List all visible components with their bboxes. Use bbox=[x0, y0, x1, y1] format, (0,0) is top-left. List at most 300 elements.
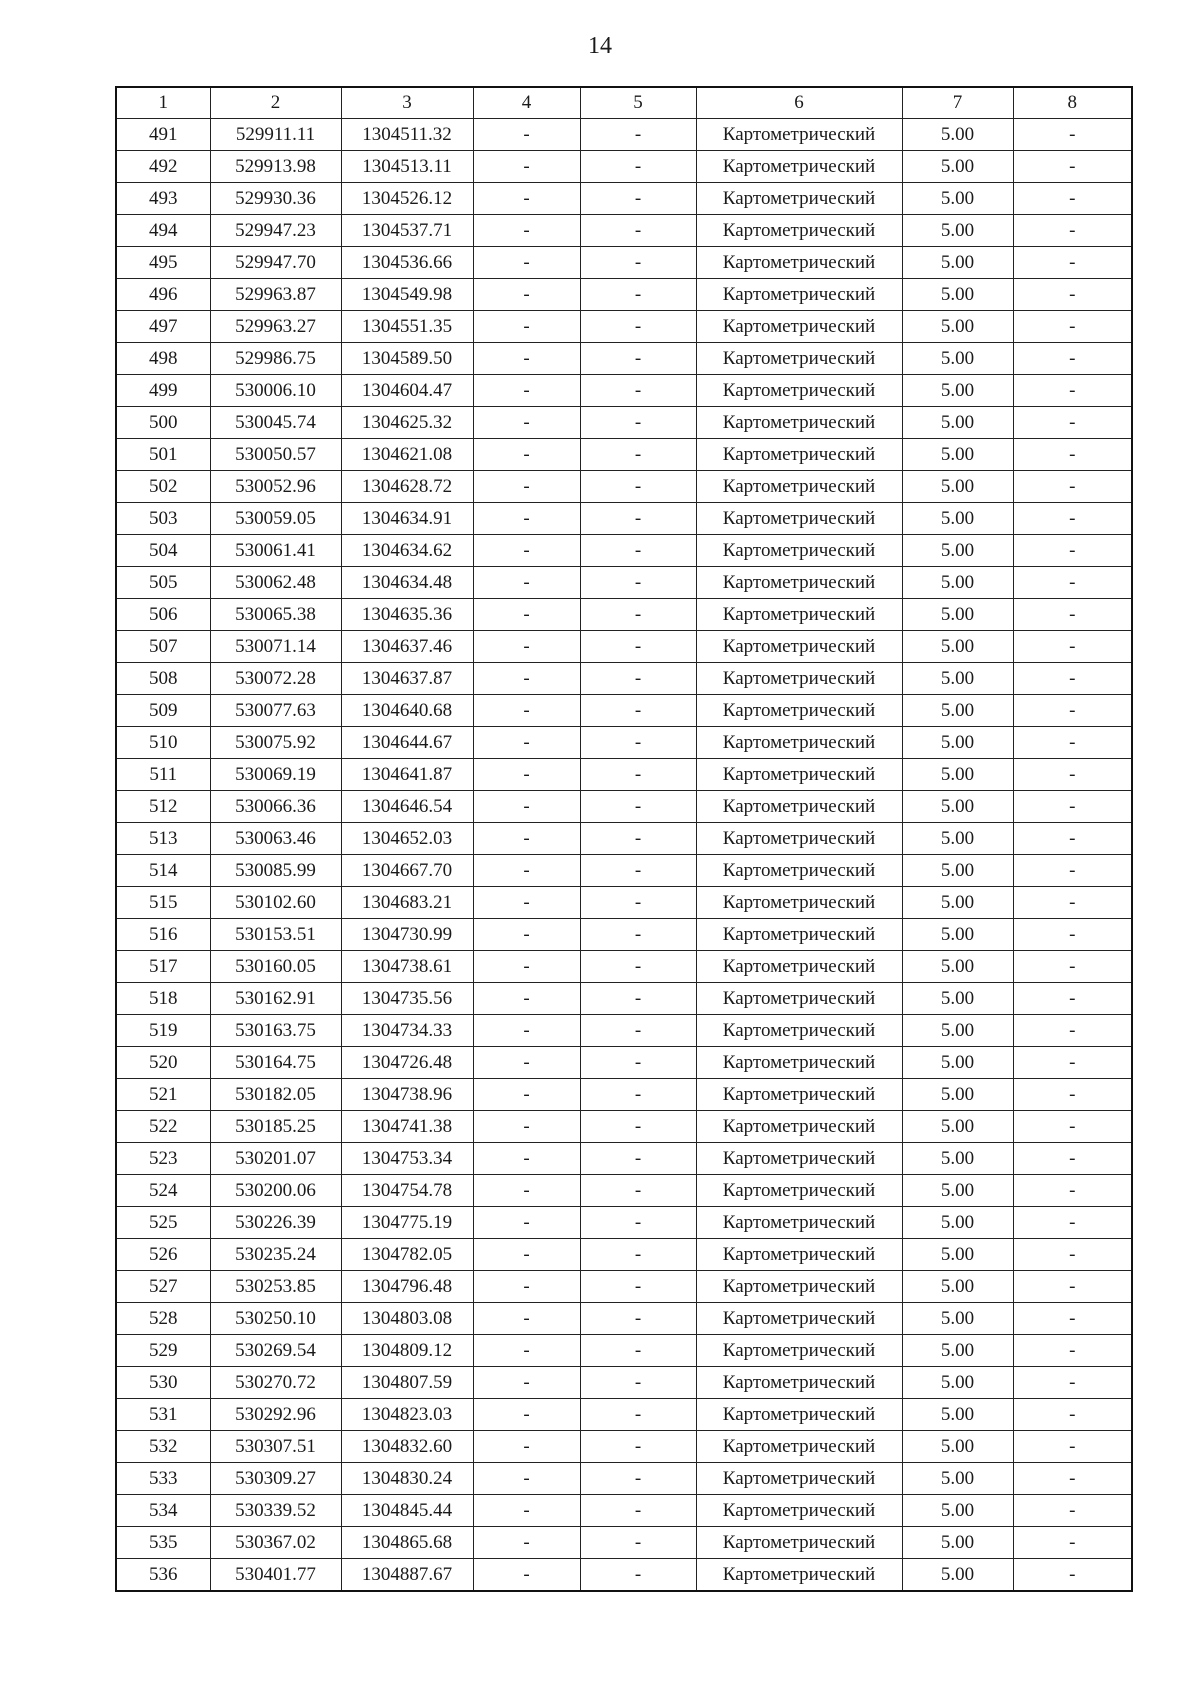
column-4-cell: - bbox=[473, 439, 580, 471]
column-4-cell: - bbox=[473, 1399, 580, 1431]
table-row bbox=[116, 215, 1132, 247]
column-header-2: 2 bbox=[210, 87, 341, 119]
column-5-cell: - bbox=[580, 695, 696, 727]
point-number-cell: 502 bbox=[116, 471, 210, 503]
column-4-cell: - bbox=[473, 663, 580, 695]
column-4-cell: - bbox=[473, 727, 580, 759]
column-4-cell: - bbox=[473, 1271, 580, 1303]
point-number-cell: 524 bbox=[116, 1175, 210, 1207]
method-cell: Картометрический bbox=[696, 1239, 902, 1271]
x-coordinate-cell: 529930.36 bbox=[210, 183, 341, 215]
point-number-cell: 527 bbox=[116, 1271, 210, 1303]
column-5-cell: - bbox=[580, 1207, 696, 1239]
point-number-cell: 528 bbox=[116, 1303, 210, 1335]
point-number-cell: 492 bbox=[116, 151, 210, 183]
x-coordinate-cell: 530063.46 bbox=[210, 823, 341, 855]
precision-cell: 5.00 bbox=[902, 151, 1013, 183]
table-row bbox=[116, 279, 1132, 311]
method-cell: Картометрический bbox=[696, 1559, 902, 1592]
x-coordinate-cell: 529947.70 bbox=[210, 247, 341, 279]
table-row bbox=[116, 951, 1132, 983]
column-4-cell: - bbox=[473, 1175, 580, 1207]
column-4-cell: - bbox=[473, 1111, 580, 1143]
precision-cell: 5.00 bbox=[902, 823, 1013, 855]
precision-cell: 5.00 bbox=[902, 311, 1013, 343]
column-5-cell: - bbox=[580, 1175, 696, 1207]
table-row bbox=[116, 375, 1132, 407]
table-row bbox=[116, 151, 1132, 183]
column-4-cell: - bbox=[473, 695, 580, 727]
column-4-cell: - bbox=[473, 279, 580, 311]
column-5-cell: - bbox=[580, 343, 696, 375]
column-4-cell: - bbox=[473, 567, 580, 599]
method-cell: Картометрический bbox=[696, 247, 902, 279]
x-coordinate-cell: 530201.07 bbox=[210, 1143, 341, 1175]
column-8-cell: - bbox=[1013, 1271, 1132, 1303]
table-row bbox=[116, 183, 1132, 215]
precision-cell: 5.00 bbox=[902, 791, 1013, 823]
point-number-cell: 497 bbox=[116, 311, 210, 343]
method-cell: Картометрический bbox=[696, 599, 902, 631]
y-coordinate-cell: 1304637.87 bbox=[341, 663, 473, 695]
table-row bbox=[116, 1079, 1132, 1111]
column-5-cell: - bbox=[580, 1271, 696, 1303]
precision-cell: 5.00 bbox=[902, 1495, 1013, 1527]
column-8-cell: - bbox=[1013, 343, 1132, 375]
column-5-cell: - bbox=[580, 951, 696, 983]
column-8-cell: - bbox=[1013, 663, 1132, 695]
method-cell: Картометрический bbox=[696, 471, 902, 503]
point-number-cell: 532 bbox=[116, 1431, 210, 1463]
point-number-cell: 504 bbox=[116, 535, 210, 567]
column-5-cell: - bbox=[580, 1143, 696, 1175]
table-row bbox=[116, 1399, 1132, 1431]
x-coordinate-cell: 530066.36 bbox=[210, 791, 341, 823]
x-coordinate-cell: 530006.10 bbox=[210, 375, 341, 407]
point-number-cell: 523 bbox=[116, 1143, 210, 1175]
table-row bbox=[116, 759, 1132, 791]
column-5-cell: - bbox=[580, 503, 696, 535]
precision-cell: 5.00 bbox=[902, 503, 1013, 535]
precision-cell: 5.00 bbox=[902, 599, 1013, 631]
precision-cell: 5.00 bbox=[902, 471, 1013, 503]
y-coordinate-cell: 1304726.48 bbox=[341, 1047, 473, 1079]
column-4-cell: - bbox=[473, 343, 580, 375]
x-coordinate-cell: 530077.63 bbox=[210, 695, 341, 727]
column-4-cell: - bbox=[473, 311, 580, 343]
column-8-cell: - bbox=[1013, 599, 1132, 631]
column-4-cell: - bbox=[473, 791, 580, 823]
method-cell: Картометрический bbox=[696, 375, 902, 407]
method-cell: Картометрический bbox=[696, 1303, 902, 1335]
y-coordinate-cell: 1304741.38 bbox=[341, 1111, 473, 1143]
table-row bbox=[116, 1111, 1132, 1143]
precision-cell: 5.00 bbox=[902, 1559, 1013, 1592]
table-row bbox=[116, 247, 1132, 279]
method-cell: Картометрический bbox=[696, 1495, 902, 1527]
method-cell: Картометрический bbox=[696, 1111, 902, 1143]
x-coordinate-cell: 530061.41 bbox=[210, 535, 341, 567]
precision-cell: 5.00 bbox=[902, 1111, 1013, 1143]
table-row bbox=[116, 631, 1132, 663]
method-cell: Картометрический bbox=[696, 1463, 902, 1495]
point-number-cell: 495 bbox=[116, 247, 210, 279]
column-4-cell: - bbox=[473, 1367, 580, 1399]
method-cell: Картометрический bbox=[696, 119, 902, 151]
column-5-cell: - bbox=[580, 535, 696, 567]
column-5-cell: - bbox=[580, 471, 696, 503]
method-cell: Картометрический bbox=[696, 1015, 902, 1047]
point-number-cell: 507 bbox=[116, 631, 210, 663]
column-8-cell: - bbox=[1013, 1367, 1132, 1399]
table-row bbox=[116, 311, 1132, 343]
point-number-cell: 506 bbox=[116, 599, 210, 631]
y-coordinate-cell: 1304887.67 bbox=[341, 1559, 473, 1592]
column-4-cell: - bbox=[473, 1015, 580, 1047]
y-coordinate-cell: 1304865.68 bbox=[341, 1527, 473, 1559]
method-cell: Картометрический bbox=[696, 1431, 902, 1463]
column-8-cell: - bbox=[1013, 1239, 1132, 1271]
column-8-cell: - bbox=[1013, 855, 1132, 887]
table-row bbox=[116, 1143, 1132, 1175]
point-number-cell: 517 bbox=[116, 951, 210, 983]
column-4-cell: - bbox=[473, 983, 580, 1015]
x-coordinate-cell: 530200.06 bbox=[210, 1175, 341, 1207]
precision-cell: 5.00 bbox=[902, 1143, 1013, 1175]
y-coordinate-cell: 1304782.05 bbox=[341, 1239, 473, 1271]
x-coordinate-cell: 530102.60 bbox=[210, 887, 341, 919]
point-number-cell: 501 bbox=[116, 439, 210, 471]
table-body bbox=[116, 119, 1132, 1592]
y-coordinate-cell: 1304738.96 bbox=[341, 1079, 473, 1111]
table-header bbox=[116, 87, 1132, 119]
y-coordinate-cell: 1304738.61 bbox=[341, 951, 473, 983]
table-row bbox=[116, 567, 1132, 599]
column-4-cell: - bbox=[473, 1047, 580, 1079]
table-row bbox=[116, 1367, 1132, 1399]
point-number-cell: 500 bbox=[116, 407, 210, 439]
column-5-cell: - bbox=[580, 663, 696, 695]
column-8-cell: - bbox=[1013, 887, 1132, 919]
page-number: 14 bbox=[588, 33, 612, 59]
column-5-cell: - bbox=[580, 215, 696, 247]
point-number-cell: 526 bbox=[116, 1239, 210, 1271]
column-header-6: 6 bbox=[696, 87, 902, 119]
method-cell: Картометрический bbox=[696, 1271, 902, 1303]
x-coordinate-cell: 530065.38 bbox=[210, 599, 341, 631]
table-row bbox=[116, 983, 1132, 1015]
column-8-cell: - bbox=[1013, 311, 1132, 343]
precision-cell: 5.00 bbox=[902, 983, 1013, 1015]
column-header-7: 7 bbox=[902, 87, 1013, 119]
x-coordinate-cell: 530072.28 bbox=[210, 663, 341, 695]
method-cell: Картометрический bbox=[696, 983, 902, 1015]
point-number-cell: 499 bbox=[116, 375, 210, 407]
precision-cell: 5.00 bbox=[902, 663, 1013, 695]
y-coordinate-cell: 1304634.48 bbox=[341, 567, 473, 599]
precision-cell: 5.00 bbox=[902, 1047, 1013, 1079]
table-row bbox=[116, 855, 1132, 887]
method-cell: Картометрический bbox=[696, 631, 902, 663]
precision-cell: 5.00 bbox=[902, 1431, 1013, 1463]
method-cell: Картометрический bbox=[696, 311, 902, 343]
point-number-cell: 493 bbox=[116, 183, 210, 215]
method-cell: Картометрический bbox=[696, 439, 902, 471]
method-cell: Картометрический bbox=[696, 663, 902, 695]
table-row bbox=[116, 503, 1132, 535]
column-5-cell: - bbox=[580, 311, 696, 343]
x-coordinate-cell: 530045.74 bbox=[210, 407, 341, 439]
y-coordinate-cell: 1304667.70 bbox=[341, 855, 473, 887]
x-coordinate-cell: 530071.14 bbox=[210, 631, 341, 663]
precision-cell: 5.00 bbox=[902, 727, 1013, 759]
y-coordinate-cell: 1304634.91 bbox=[341, 503, 473, 535]
x-coordinate-cell: 529913.98 bbox=[210, 151, 341, 183]
x-coordinate-cell: 530162.91 bbox=[210, 983, 341, 1015]
method-cell: Картометрический bbox=[696, 1367, 902, 1399]
method-cell: Картометрический bbox=[696, 151, 902, 183]
column-5-cell: - bbox=[580, 247, 696, 279]
column-4-cell: - bbox=[473, 247, 580, 279]
column-4-cell: - bbox=[473, 1143, 580, 1175]
column-header-3: 3 bbox=[341, 87, 473, 119]
x-coordinate-cell: 529963.27 bbox=[210, 311, 341, 343]
column-5-cell: - bbox=[580, 1015, 696, 1047]
column-5-cell: - bbox=[580, 1303, 696, 1335]
method-cell: Картометрический bbox=[696, 535, 902, 567]
method-cell: Картометрический bbox=[696, 951, 902, 983]
y-coordinate-cell: 1304628.72 bbox=[341, 471, 473, 503]
method-cell: Картометрический bbox=[696, 855, 902, 887]
y-coordinate-cell: 1304823.03 bbox=[341, 1399, 473, 1431]
column-5-cell: - bbox=[580, 855, 696, 887]
header-row bbox=[116, 87, 1132, 119]
column-8-cell: - bbox=[1013, 951, 1132, 983]
y-coordinate-cell: 1304621.08 bbox=[341, 439, 473, 471]
y-coordinate-cell: 1304683.21 bbox=[341, 887, 473, 919]
column-8-cell: - bbox=[1013, 631, 1132, 663]
point-number-cell: 535 bbox=[116, 1527, 210, 1559]
y-coordinate-cell: 1304641.87 bbox=[341, 759, 473, 791]
column-4-cell: - bbox=[473, 119, 580, 151]
table-row bbox=[116, 343, 1132, 375]
column-4-cell: - bbox=[473, 919, 580, 951]
column-header-5: 5 bbox=[580, 87, 696, 119]
column-4-cell: - bbox=[473, 1431, 580, 1463]
x-coordinate-cell: 530050.57 bbox=[210, 439, 341, 471]
column-5-cell: - bbox=[580, 1079, 696, 1111]
table-row bbox=[116, 791, 1132, 823]
table-row bbox=[116, 1559, 1132, 1592]
y-coordinate-cell: 1304644.67 bbox=[341, 727, 473, 759]
y-coordinate-cell: 1304730.99 bbox=[341, 919, 473, 951]
column-header-8: 8 bbox=[1013, 87, 1132, 119]
point-number-cell: 503 bbox=[116, 503, 210, 535]
column-8-cell: - bbox=[1013, 919, 1132, 951]
column-5-cell: - bbox=[580, 727, 696, 759]
column-8-cell: - bbox=[1013, 1527, 1132, 1559]
y-coordinate-cell: 1304775.19 bbox=[341, 1207, 473, 1239]
column-4-cell: - bbox=[473, 407, 580, 439]
method-cell: Картометрический bbox=[696, 503, 902, 535]
column-header-1: 1 bbox=[116, 87, 210, 119]
column-8-cell: - bbox=[1013, 407, 1132, 439]
column-5-cell: - bbox=[580, 1047, 696, 1079]
column-8-cell: - bbox=[1013, 535, 1132, 567]
method-cell: Картометрический bbox=[696, 567, 902, 599]
x-coordinate-cell: 530339.52 bbox=[210, 1495, 341, 1527]
y-coordinate-cell: 1304734.33 bbox=[341, 1015, 473, 1047]
point-number-cell: 510 bbox=[116, 727, 210, 759]
method-cell: Картометрический bbox=[696, 343, 902, 375]
y-coordinate-cell: 1304830.24 bbox=[341, 1463, 473, 1495]
column-4-cell: - bbox=[473, 1559, 580, 1592]
column-5-cell: - bbox=[580, 407, 696, 439]
point-number-cell: 520 bbox=[116, 1047, 210, 1079]
x-coordinate-cell: 530163.75 bbox=[210, 1015, 341, 1047]
y-coordinate-cell: 1304549.98 bbox=[341, 279, 473, 311]
point-number-cell: 519 bbox=[116, 1015, 210, 1047]
precision-cell: 5.00 bbox=[902, 695, 1013, 727]
column-4-cell: - bbox=[473, 759, 580, 791]
column-8-cell: - bbox=[1013, 151, 1132, 183]
column-4-cell: - bbox=[473, 151, 580, 183]
column-8-cell: - bbox=[1013, 119, 1132, 151]
column-5-cell: - bbox=[580, 791, 696, 823]
x-coordinate-cell: 530226.39 bbox=[210, 1207, 341, 1239]
x-coordinate-cell: 529911.11 bbox=[210, 119, 341, 151]
table-row bbox=[116, 1527, 1132, 1559]
method-cell: Картометрический bbox=[696, 695, 902, 727]
x-coordinate-cell: 530185.25 bbox=[210, 1111, 341, 1143]
column-8-cell: - bbox=[1013, 1303, 1132, 1335]
y-coordinate-cell: 1304536.66 bbox=[341, 247, 473, 279]
column-4-cell: - bbox=[473, 951, 580, 983]
x-coordinate-cell: 529986.75 bbox=[210, 343, 341, 375]
x-coordinate-cell: 530085.99 bbox=[210, 855, 341, 887]
column-4-cell: - bbox=[473, 471, 580, 503]
table-row bbox=[116, 439, 1132, 471]
x-coordinate-cell: 530075.92 bbox=[210, 727, 341, 759]
column-8-cell: - bbox=[1013, 1431, 1132, 1463]
point-number-cell: 508 bbox=[116, 663, 210, 695]
column-5-cell: - bbox=[580, 1111, 696, 1143]
precision-cell: 5.00 bbox=[902, 855, 1013, 887]
column-4-cell: - bbox=[473, 887, 580, 919]
precision-cell: 5.00 bbox=[902, 183, 1013, 215]
column-5-cell: - bbox=[580, 599, 696, 631]
method-cell: Картометрический bbox=[696, 407, 902, 439]
table-row bbox=[116, 1015, 1132, 1047]
method-cell: Картометрический bbox=[696, 1207, 902, 1239]
method-cell: Картометрический bbox=[696, 1399, 902, 1431]
column-header-4: 4 bbox=[473, 87, 580, 119]
column-8-cell: - bbox=[1013, 1079, 1132, 1111]
column-8-cell: - bbox=[1013, 1111, 1132, 1143]
precision-cell: 5.00 bbox=[902, 951, 1013, 983]
point-number-cell: 521 bbox=[116, 1079, 210, 1111]
column-5-cell: - bbox=[580, 119, 696, 151]
column-8-cell: - bbox=[1013, 247, 1132, 279]
x-coordinate-cell: 529963.87 bbox=[210, 279, 341, 311]
point-number-cell: 509 bbox=[116, 695, 210, 727]
column-5-cell: - bbox=[580, 567, 696, 599]
method-cell: Картометрический bbox=[696, 1527, 902, 1559]
column-5-cell: - bbox=[580, 887, 696, 919]
table-row bbox=[116, 1335, 1132, 1367]
x-coordinate-cell: 530160.05 bbox=[210, 951, 341, 983]
point-number-cell: 536 bbox=[116, 1559, 210, 1592]
column-8-cell: - bbox=[1013, 215, 1132, 247]
column-8-cell: - bbox=[1013, 471, 1132, 503]
column-4-cell: - bbox=[473, 183, 580, 215]
column-5-cell: - bbox=[580, 1495, 696, 1527]
table-row bbox=[116, 1271, 1132, 1303]
column-5-cell: - bbox=[580, 631, 696, 663]
x-coordinate-cell: 530269.54 bbox=[210, 1335, 341, 1367]
table-row bbox=[116, 887, 1132, 919]
method-cell: Картометрический bbox=[696, 1079, 902, 1111]
column-8-cell: - bbox=[1013, 695, 1132, 727]
table-row bbox=[116, 1047, 1132, 1079]
y-coordinate-cell: 1304526.12 bbox=[341, 183, 473, 215]
column-4-cell: - bbox=[473, 215, 580, 247]
method-cell: Картометрический bbox=[696, 1175, 902, 1207]
column-5-cell: - bbox=[580, 1239, 696, 1271]
column-5-cell: - bbox=[580, 183, 696, 215]
column-5-cell: - bbox=[580, 439, 696, 471]
point-number-cell: 522 bbox=[116, 1111, 210, 1143]
column-8-cell: - bbox=[1013, 1463, 1132, 1495]
column-5-cell: - bbox=[580, 1431, 696, 1463]
column-8-cell: - bbox=[1013, 1143, 1132, 1175]
table-row bbox=[116, 727, 1132, 759]
x-coordinate-cell: 530235.24 bbox=[210, 1239, 341, 1271]
table-row bbox=[116, 1431, 1132, 1463]
column-8-cell: - bbox=[1013, 1207, 1132, 1239]
table-row bbox=[116, 119, 1132, 151]
y-coordinate-cell: 1304753.34 bbox=[341, 1143, 473, 1175]
point-number-cell: 516 bbox=[116, 919, 210, 951]
method-cell: Картометрический bbox=[696, 1335, 902, 1367]
table-row bbox=[116, 1463, 1132, 1495]
x-coordinate-cell: 530292.96 bbox=[210, 1399, 341, 1431]
column-8-cell: - bbox=[1013, 983, 1132, 1015]
column-4-cell: - bbox=[473, 535, 580, 567]
column-5-cell: - bbox=[580, 1367, 696, 1399]
column-5-cell: - bbox=[580, 823, 696, 855]
precision-cell: 5.00 bbox=[902, 535, 1013, 567]
column-8-cell: - bbox=[1013, 791, 1132, 823]
precision-cell: 5.00 bbox=[902, 439, 1013, 471]
column-5-cell: - bbox=[580, 1335, 696, 1367]
precision-cell: 5.00 bbox=[902, 247, 1013, 279]
x-coordinate-cell: 530270.72 bbox=[210, 1367, 341, 1399]
y-coordinate-cell: 1304635.36 bbox=[341, 599, 473, 631]
precision-cell: 5.00 bbox=[902, 1527, 1013, 1559]
column-8-cell: - bbox=[1013, 439, 1132, 471]
column-4-cell: - bbox=[473, 1079, 580, 1111]
point-number-cell: 534 bbox=[116, 1495, 210, 1527]
y-coordinate-cell: 1304807.59 bbox=[341, 1367, 473, 1399]
column-8-cell: - bbox=[1013, 1047, 1132, 1079]
y-coordinate-cell: 1304652.03 bbox=[341, 823, 473, 855]
column-5-cell: - bbox=[580, 759, 696, 791]
y-coordinate-cell: 1304589.50 bbox=[341, 343, 473, 375]
x-coordinate-cell: 530253.85 bbox=[210, 1271, 341, 1303]
x-coordinate-cell: 530059.05 bbox=[210, 503, 341, 535]
precision-cell: 5.00 bbox=[902, 1367, 1013, 1399]
